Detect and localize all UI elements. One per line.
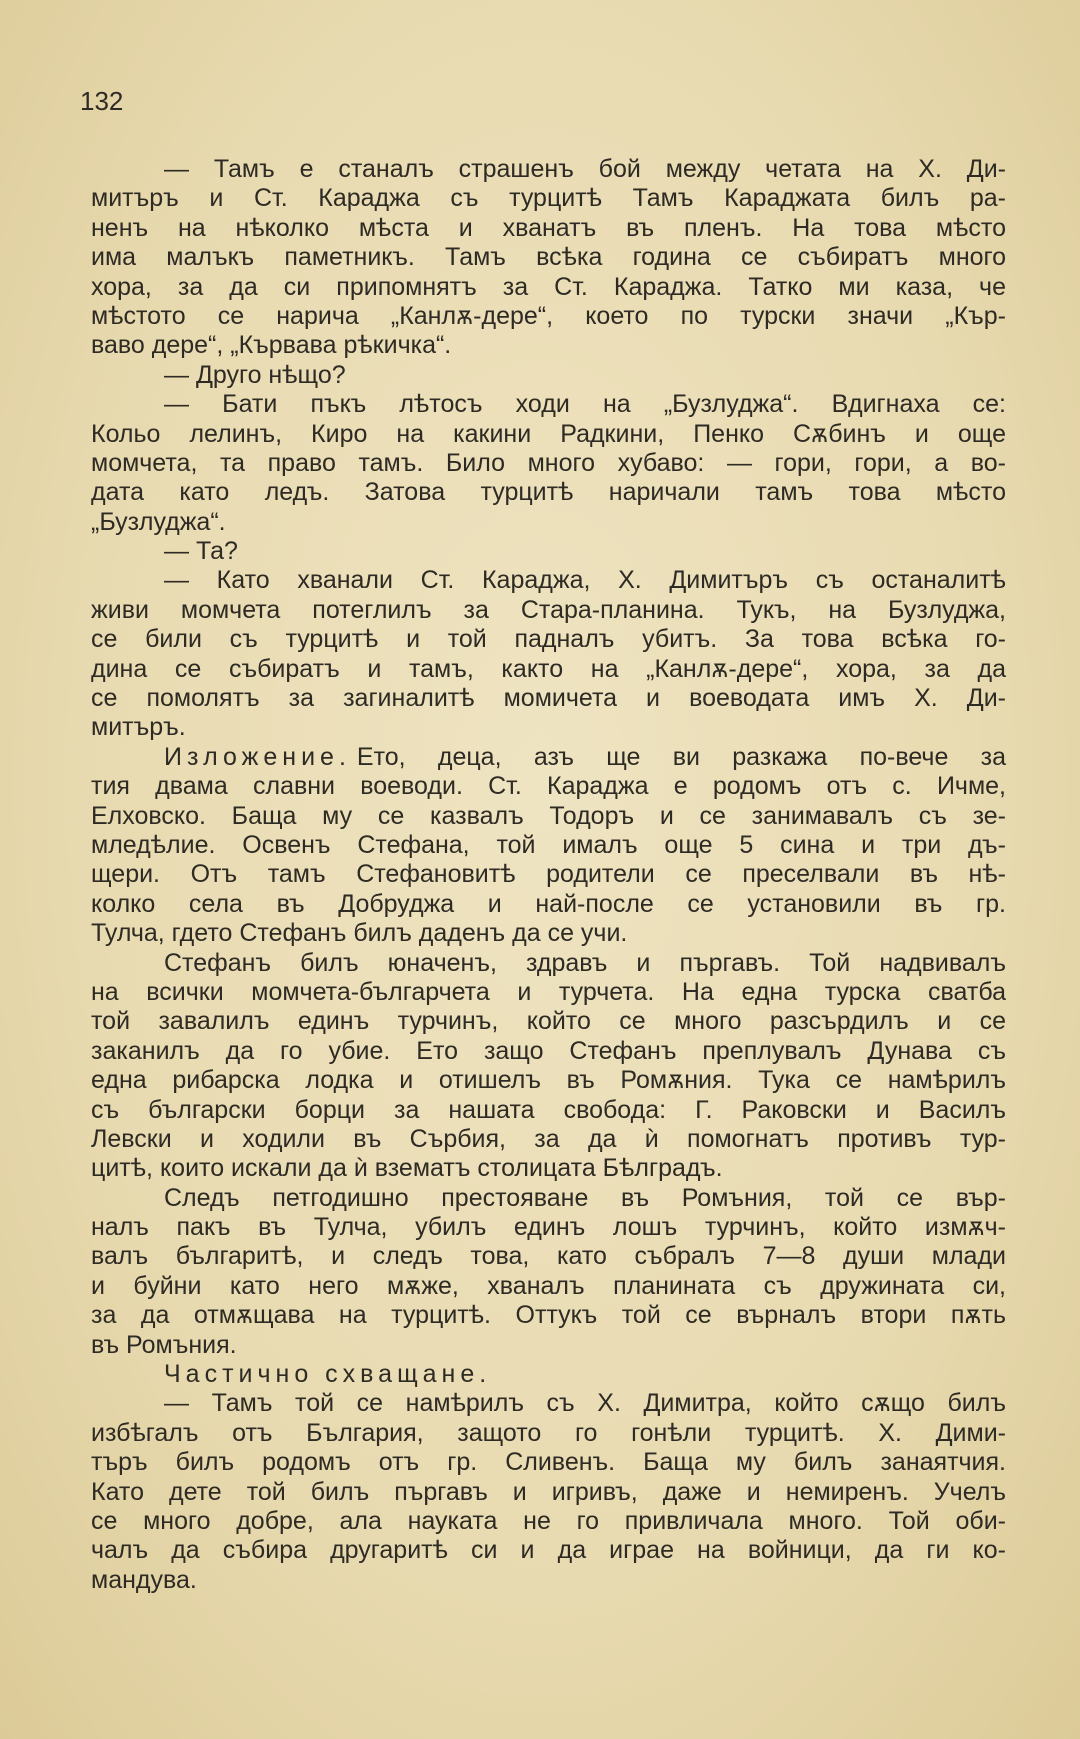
text-line [91, 1419, 1006, 1448]
text-line [91, 1007, 1006, 1036]
line-text: мандува. [91, 1565, 197, 1594]
text-line [91, 1536, 1006, 1565]
text-line [91, 684, 1006, 713]
line-text: се много добре, ала науката не го привличала много. Той оби- [91, 1506, 1006, 1535]
paragraph [91, 1360, 1006, 1389]
paragraph [91, 361, 1006, 390]
line-text: Стефанъ билъ юначенъ, здравъ и пъргавъ. Той надвивалъ [164, 948, 1006, 977]
text-line [91, 302, 1006, 331]
text-line [91, 1037, 1006, 1066]
text-line [91, 713, 1006, 742]
text-line [91, 860, 1006, 889]
page-number: 132 [80, 86, 124, 116]
line-text: — Бати пъкъ лѣтосъ ходи на „Бузлуджа“. Вдигнаха се: [164, 390, 1006, 419]
paragraph [91, 1184, 1006, 1360]
line-text: една рибарска лодка и отишелъ въ Ромѫния. Тука се намѣрилъ [91, 1066, 1006, 1095]
line-text: се помолятъ за загиналитѣ момичета и воеводата имъ Х. Ди- [91, 684, 1006, 713]
line-text: дина се събиратъ и тамъ, както на „Канлѫ-дере“, хора, за да [91, 654, 1006, 683]
line-text: валъ българитѣ, и следъ това, като събралъ 7—8 души млади [91, 1242, 1006, 1271]
paragraph [91, 537, 1006, 566]
text-line [91, 743, 1006, 772]
line-text: митъръ. [91, 713, 186, 742]
text-line [91, 655, 1006, 684]
text-line [91, 420, 1006, 449]
text-line [91, 1301, 1006, 1330]
text-line [91, 1272, 1006, 1301]
text-line [91, 243, 1006, 272]
text-line [91, 1389, 1006, 1418]
text-line [91, 1478, 1006, 1507]
text-line [91, 596, 1006, 625]
line-text: Левски и ходили въ Сърбия, за да ѝ помогнатъ противъ тур- [91, 1124, 1006, 1153]
line-text: избѣгалъ отъ България, защото го гонѣли турцитѣ. Х. Дими- [91, 1418, 1006, 1447]
text-line [91, 478, 1006, 507]
paragraph [91, 155, 1006, 361]
text-line [91, 273, 1006, 302]
line-text: Като дете той билъ пъргавъ и игривъ, даже и немиренъ. Учелъ [91, 1477, 1006, 1506]
line-text: Кольо лелинъ, Киро на какини Радкини, Пенко Сѫбинъ и още [91, 419, 1006, 448]
line-text: „Бузлуджа“. [91, 507, 226, 536]
text-line [91, 155, 1006, 184]
text-line [91, 890, 1006, 919]
line-text: Тулча, гдето Стефанъ билъ даденъ да се учи. [91, 919, 628, 948]
line-text: живи момчета потеглилъ за Стара-планина. Тукъ, на Бузлуджа, [91, 595, 1006, 624]
paragraph [91, 949, 1006, 1184]
paragraph [91, 743, 1006, 949]
line-text: — Тамъ той се намѣрилъ съ Х. Димитра, който сѫщо билъ [164, 1389, 1006, 1418]
line-text: дата като ледъ. Затова турцитѣ наричали тамъ това мѣсто [91, 478, 1006, 507]
paragraph [91, 566, 1006, 742]
text-line [91, 1331, 1006, 1360]
line-text: митъръ и Ст. Караджа съ турцитѣ Тамъ Караджата билъ ра- [91, 184, 1006, 213]
text-line [91, 1448, 1006, 1477]
line-text: той завалилъ единъ турчинъ, който се много разсърдилъ и се [91, 1007, 1006, 1036]
text-line [91, 772, 1006, 801]
section-heading: Частично схващане. [164, 1360, 492, 1389]
line-text: — Като хванали Ст. Караджа, Х. Димитъръ съ останалитѣ [164, 566, 1006, 595]
line-text: има малъкъ паметникъ. Тамъ всѣка година се събиратъ много [91, 243, 1006, 272]
line-text: чалъ да събира другаритѣ си и да играе на войници, да ги ко- [91, 1536, 1006, 1565]
line-text: съ български борци за нашата свобода: Г. Раковски и Василъ [91, 1095, 1006, 1124]
line-text: — Друго нѣщо? [164, 360, 346, 389]
text-line [91, 978, 1006, 1007]
text-line [91, 1066, 1006, 1095]
line-text: заканилъ да го убие. Ето защо Стефанъ преплувалъ Дунава съ [91, 1036, 1006, 1065]
line-text: — Тамъ е станалъ страшенъ бой между четата на Х. Ди- [164, 155, 1006, 183]
line-text: въ Ромъния. [91, 1330, 237, 1359]
line-text: — Та? [164, 537, 238, 566]
text-line [91, 361, 1006, 390]
text-line [91, 449, 1006, 478]
line-text: Елховско. Баща му се казвалъ Тодоръ и се занимавалъ съ зе- [91, 801, 1006, 830]
text-line [91, 214, 1006, 243]
line-text: Ето, деца, азъ ще ви разкажа по-вече за [356, 742, 1006, 771]
line-text: хора, за да си припомнятъ за Ст. Караджа. Татко ми каза, че [91, 272, 1006, 301]
text-line [91, 1154, 1006, 1183]
text-line [91, 566, 1006, 595]
line-text: тия двама славни воеводи. Ст. Караджа е родомъ отъ с. Ичме, [91, 772, 1006, 801]
line-text: за да отмѫщава на турцитѣ. Оттукъ той се върналъ втори пѫть [91, 1301, 1006, 1330]
line-text: ваво дере“, „Кървава рѣкичка“. [91, 331, 452, 360]
text-line [91, 1242, 1006, 1271]
text-line [91, 1566, 1006, 1595]
text-line [91, 949, 1006, 978]
text-line [91, 625, 1006, 654]
text-line [91, 1360, 1006, 1389]
line-text: мледѣлие. Освенъ Стефана, той ималъ още 5 сина и три дъ- [91, 830, 1006, 859]
line-text: се били съ турцитѣ и той падналъ убитъ. За това всѣка го- [91, 625, 1006, 654]
text-line [91, 1507, 1006, 1536]
line-text: Следъ петгодишно престояване въ Ромъния, той се вър- [164, 1183, 1006, 1212]
paragraph [91, 1389, 1006, 1595]
line-text: и буйни като него мѫже, хваналъ планината съ дружината си, [91, 1271, 1006, 1300]
line-text: колко села въ Добруджа и най-после се установили въ гр. [91, 889, 1006, 918]
text-line [91, 1184, 1006, 1213]
line-text: цитѣ, които искали да ѝ взематъ столицата Бѣлградъ. [91, 1154, 723, 1183]
line-text: ненъ на нѣколко мѣста и хванатъ въ пленъ. На това мѣсто [91, 213, 1006, 242]
text-line [91, 919, 1006, 948]
line-text: щери. Отъ тамъ Стефановитѣ родители се преселвали въ нѣ- [91, 860, 1006, 889]
text-line [91, 537, 1006, 566]
text-line [91, 1096, 1006, 1125]
text-line [91, 802, 1006, 831]
text-line [91, 508, 1006, 537]
line-text: търъ билъ родомъ отъ гр. Сливенъ. Баща му билъ занаятчия. [91, 1448, 1006, 1477]
text-line [91, 390, 1006, 419]
text-line [91, 1213, 1006, 1242]
text-line [91, 1125, 1006, 1154]
paragraph [91, 390, 1006, 537]
line-text: налъ пакъ въ Тулча, убилъ единъ лошъ турчинъ, който измѫч- [91, 1213, 1006, 1242]
line-text: на всички момчета-българчета и турчета. На една турска сватба [91, 977, 1006, 1006]
text-line [91, 184, 1006, 213]
text-line [91, 331, 1006, 360]
section-heading: Изложение. [164, 742, 351, 771]
line-text: момчета, та право тамъ. Било много хубаво: — гори, гори, а во- [91, 448, 1006, 477]
text-line [91, 831, 1006, 860]
body-text [91, 155, 1006, 1595]
line-text: мѣстото се нарича „Канлѫ-дере“, което по турски значи „Кър- [91, 301, 1006, 330]
